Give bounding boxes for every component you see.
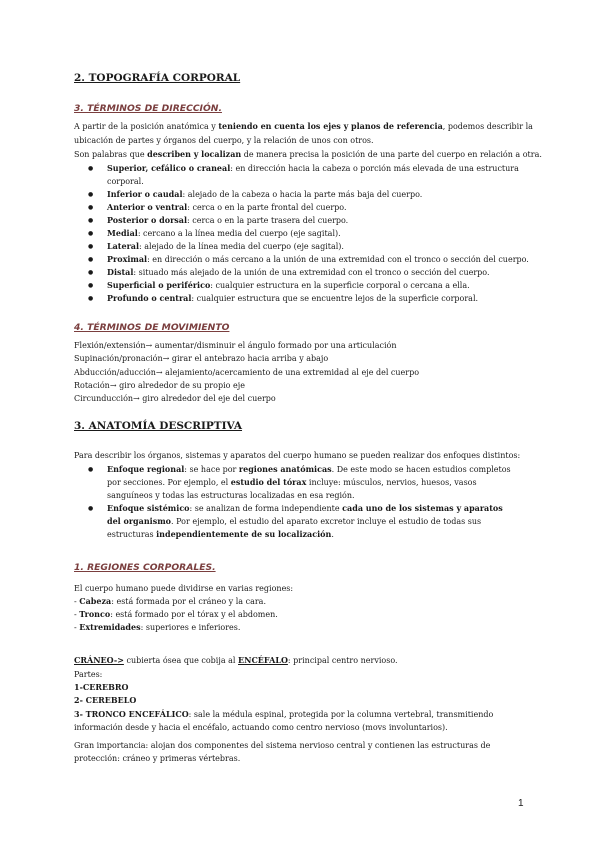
- part-3-continued: información desde y hacia el encéfalo, actuando como centro nervioso (movs involuntarios).: [74, 723, 448, 732]
- document-title: 2. TOPOGRAFÍA CORPORAL: [74, 72, 241, 84]
- text-run: incluye: músculos, nervios, huesos, vasos sanguíneos y todas las estructuras localizadas en esa región.: [107, 478, 477, 500]
- direction-intro-line-3: [74, 148, 542, 162]
- bold-run: cada uno de los sistemas y aparatos del organismo: [107, 503, 503, 526]
- term: Extremidades: [79, 622, 141, 632]
- direction-intro-line-2: ubicación de partes y órganos del cuerpo, y la relación de unos con otros.: [74, 136, 374, 145]
- list-item: [88, 188, 528, 201]
- term: Profundo o central: [107, 293, 192, 303]
- definition: : está formado por el tórax y el abdomen.: [110, 610, 278, 619]
- list-item: [88, 227, 528, 240]
- text-run: -: [74, 610, 80, 619]
- cranium-definition: [74, 654, 398, 668]
- text-run: : se hace por: [184, 465, 239, 474]
- parts-label: Partes:: [74, 670, 103, 679]
- text-run: , podemos describir la: [442, 122, 533, 131]
- term: Distal: [107, 267, 134, 277]
- part-1: 1-CEREBRO: [74, 682, 129, 692]
- list-item: [88, 240, 528, 253]
- text-run: . De este modo se hacen estudios completos por secciones. Por ejemplo, el: [107, 465, 511, 487]
- term: Enfoque sistémico: [107, 503, 190, 513]
- direction-terms-list: [88, 162, 528, 305]
- bold-run: CRÁNEO->: [74, 655, 124, 665]
- text-run: : principal centro nervioso.: [287, 656, 398, 665]
- bold-run: independientemente de su localización: [156, 529, 332, 539]
- direction-intro-line-1: [74, 120, 533, 134]
- movement-line: Circunducción→ giro alrededor del eje del cuerpo: [74, 394, 276, 403]
- term: Anterior o ventral: [107, 202, 188, 212]
- importance-line-2: protección: cráneo y primeras vértebras.: [74, 754, 241, 763]
- definition: : situado más alejado de la unión de una extremidad con el tronco o sección del cuerpo.: [133, 268, 490, 277]
- section-heading-descriptive-anatomy: 3. ANATOMÍA DESCRIPTIVA: [74, 420, 243, 432]
- bold-run: teniendo en cuenta los ejes y planos de referencia: [218, 121, 443, 131]
- term: Proximal: [107, 254, 148, 264]
- definition: : cerca o en la parte trasera del cuerpo.: [187, 216, 349, 225]
- page-number: 1: [518, 798, 524, 809]
- importance-line-1: Gran importancia: alojan dos componentes del sistema nervioso central y contienen las estructuras de: [74, 741, 491, 750]
- list-item-systemic: [88, 502, 518, 541]
- text-run: -: [74, 623, 80, 632]
- term: Cabeza: [79, 596, 112, 606]
- list-item: [88, 214, 528, 227]
- term: Medial: [107, 228, 138, 238]
- regions-intro: El cuerpo humano puede dividirse en varias regiones:: [74, 584, 294, 593]
- descriptive-intro: Para describir los órganos, sistemas y aparatos del cuerpo humano se pueden realizar dos enfoques distintos:: [74, 451, 521, 460]
- part-2: 2- CEREBELO: [74, 695, 137, 705]
- text-run: A partir de la posición anatómica y: [74, 122, 219, 131]
- section-heading-movement: 4. TÉRMINOS DE MOVIMIENTO: [74, 322, 230, 333]
- definition: : cerca o en la parte frontal del cuerpo.: [187, 203, 347, 212]
- movement-line: Abducción/aducción→ alejamiento/acercamiento de una extremidad al eje del cuerpo: [74, 368, 420, 377]
- approach-list: [88, 463, 518, 541]
- term: 3- TRONCO ENCEFÁLICO: [74, 709, 189, 719]
- definition: : alejado de la cabeza o hacia la parte más baja del cuerpo.: [182, 190, 423, 199]
- term: Enfoque regional: [107, 464, 185, 474]
- movement-line: Supinación/pronación→ girar el antebrazo hacia arriba y abajo: [74, 354, 329, 363]
- text-run: : sale la médula espinal, protegida por la columna vertebral, transmitiendo: [188, 710, 494, 719]
- definition: : superiores e inferiores.: [140, 623, 241, 632]
- region-item: [74, 608, 278, 622]
- definition: : cercano a la línea media del cuerpo (eje sagital).: [137, 229, 341, 238]
- definition: : en dirección hacia la cabeza o porción más elevada de una estructura corporal.: [107, 164, 519, 186]
- list-item-regional: [88, 463, 518, 502]
- text-run: cubierta ósea que cobija al: [123, 656, 239, 665]
- movement-line: Rotación→ giro alrededor de su propio eje: [74, 381, 245, 390]
- region-item: [74, 621, 240, 635]
- term: Superficial o periférico: [107, 280, 211, 290]
- definition: : alejado de la línea media del cuerpo (eje sagital).: [139, 242, 344, 251]
- term: Superior, cefálico o craneal: [107, 163, 231, 173]
- term: Inferior o caudal: [107, 189, 183, 199]
- definition: : está formada por el cráneo y la cara.: [111, 597, 266, 606]
- text-run: de manera precisa la posición de una parte del cuerpo en relación a otra.: [241, 150, 542, 159]
- text-run: Son palabras que: [74, 150, 148, 159]
- bold-run: describen y localizan: [147, 149, 242, 159]
- definition: : cualquier estructura que se encuentre lejos de la superficie corporal.: [191, 294, 479, 303]
- section-heading-direction: 3. TÉRMINOS DE DIRECCIÓN.: [74, 103, 222, 114]
- movement-line: Flexión/extensión→ aumentar/disminuir el ángulo formado por una articulación: [74, 341, 397, 350]
- text-run: : se analizan de forma independiente: [189, 504, 343, 513]
- term: Lateral: [107, 241, 140, 251]
- term: Posterior o dorsal: [107, 215, 188, 225]
- bold-run: estudio del tórax: [230, 477, 307, 487]
- list-item: [88, 279, 528, 292]
- definition: : cualquier estructura en la superficie corporal o cercana a ella.: [210, 281, 470, 290]
- text-run: . Por ejemplo, el estudio del aparato excretor incluye el estudio de todas sus estructuras: [107, 517, 482, 539]
- bold-run: regiones anatómicas: [238, 464, 332, 474]
- list-item: [88, 253, 528, 266]
- definition: : en dirección o más cercano a la unión de una extremidad con el tronco o sección del cuerpo.: [147, 255, 529, 264]
- list-item: [88, 266, 528, 279]
- region-item: [74, 595, 266, 609]
- section-heading-body-regions: 1. REGIONES CORPORALES.: [74, 562, 216, 573]
- term: Tronco: [79, 609, 111, 619]
- list-item: [88, 201, 528, 214]
- list-item: [88, 162, 528, 188]
- list-item: [88, 292, 528, 305]
- text-run: .: [331, 530, 334, 539]
- text-run: -: [74, 597, 80, 606]
- part-3: [74, 708, 493, 722]
- bold-run: ENCÉFALO: [238, 655, 288, 665]
